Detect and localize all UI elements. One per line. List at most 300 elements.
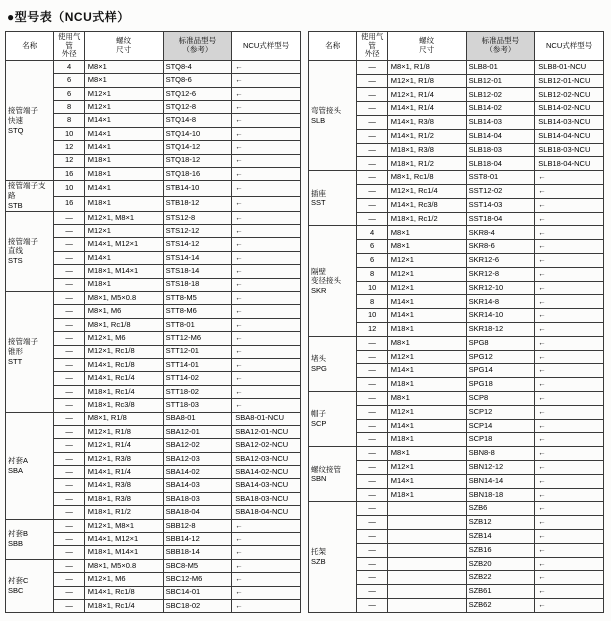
cell-tube-od: — bbox=[54, 291, 84, 304]
cell-tube-od: — bbox=[357, 336, 387, 350]
group-name-cell bbox=[6, 181, 54, 211]
cell-ncu-model: SBA18-04-NCU bbox=[232, 506, 301, 519]
cell-ncu-model: ← bbox=[535, 529, 604, 543]
cell-thread-size: M12×1 bbox=[387, 254, 466, 268]
cell-standard-model: STQ12-6 bbox=[163, 87, 232, 100]
cell-ncu-model: ← bbox=[232, 573, 301, 586]
text-line: 托架 bbox=[311, 547, 326, 557]
cell-ncu-model: ← bbox=[232, 278, 301, 291]
text-line: （参考） bbox=[182, 44, 213, 54]
cell-standard-model: SLB18-03 bbox=[466, 143, 535, 157]
cell-thread-size: M8×1 bbox=[387, 447, 466, 461]
cell-tube-od: — bbox=[357, 378, 387, 392]
text-line: 外径 bbox=[61, 49, 77, 59]
cell-thread-size: M18×1, M14×1 bbox=[84, 546, 163, 559]
cell-standard-model: SPG12 bbox=[466, 350, 535, 364]
cell-ncu-model: ← bbox=[535, 419, 604, 433]
cell-standard-model: SKR18-12 bbox=[466, 323, 535, 337]
cell-thread-size: M14×1, Rc1/8 bbox=[84, 586, 163, 599]
cell-tube-od: 10 bbox=[54, 127, 84, 140]
cell-tube-od: 4 bbox=[357, 226, 387, 240]
cell-thread-size: M18×1, M14×1 bbox=[84, 265, 163, 278]
cell-standard-model: STS14-12 bbox=[163, 238, 232, 251]
cell-ncu-model: SLB14-02-NCU bbox=[535, 102, 604, 116]
text-line: 变径接头 bbox=[311, 276, 341, 286]
text-line: 使用气管 bbox=[57, 32, 81, 50]
cell-tube-od: — bbox=[357, 157, 387, 171]
cell-standard-model: SST8-01 bbox=[466, 171, 535, 185]
cell-thread-size: M14×1 bbox=[84, 251, 163, 264]
cell-ncu-model: ← bbox=[232, 533, 301, 546]
cell-tube-od: — bbox=[54, 385, 84, 398]
column-header-thread-size bbox=[387, 32, 466, 61]
cell-thread-size: M14×1 bbox=[387, 419, 466, 433]
cell-tube-od: 8 bbox=[54, 101, 84, 114]
cell-ncu-model: ← bbox=[535, 212, 604, 226]
text-line: 弯管接头 bbox=[311, 105, 341, 115]
cell-thread-size: M12×1, M6 bbox=[84, 332, 163, 345]
cell-standard-model: SZB62 bbox=[466, 598, 535, 612]
cell-standard-model: STQ14-8 bbox=[163, 114, 232, 127]
table-row bbox=[6, 60, 301, 73]
cell-ncu-model: ← bbox=[232, 60, 301, 73]
cell-thread-size: M14×1, Rc1/4 bbox=[84, 372, 163, 385]
cell-tube-od: — bbox=[54, 265, 84, 278]
cell-thread-size: M14×1, R3/8 bbox=[387, 116, 466, 130]
cell-ncu-model: ← bbox=[535, 460, 604, 474]
cell-standard-model: SBC12-M6 bbox=[163, 573, 232, 586]
cell-standard-model: SST14-03 bbox=[466, 198, 535, 212]
cell-thread-size: M14×1, M12×1 bbox=[84, 238, 163, 251]
cell-standard-model: STT18-02 bbox=[163, 385, 232, 398]
cell-standard-model: SBC18-02 bbox=[163, 599, 232, 612]
group-name-cell bbox=[309, 447, 357, 502]
cell-tube-od: — bbox=[357, 502, 387, 516]
cell-standard-model: SKR14-10 bbox=[466, 309, 535, 323]
cell-tube-od: 6 bbox=[54, 87, 84, 100]
cell-thread-size: M8×1, Rc1/8 bbox=[387, 171, 466, 185]
cell-tube-od: 10 bbox=[357, 309, 387, 323]
text-line: 插座 bbox=[311, 188, 326, 198]
cell-tube-od: — bbox=[357, 60, 387, 74]
text-line: SCP bbox=[311, 419, 327, 429]
cell-ncu-model: ← bbox=[535, 281, 604, 295]
cell-thread-size: M18×1 bbox=[387, 323, 466, 337]
cell-thread-size: M12×1, R1/4 bbox=[84, 439, 163, 452]
text-line: 尺寸 bbox=[419, 44, 435, 54]
cell-thread-size bbox=[387, 585, 466, 599]
cell-standard-model: SKR12-8 bbox=[466, 267, 535, 281]
cell-tube-od: 8 bbox=[357, 295, 387, 309]
cell-standard-model: SKR12-10 bbox=[466, 281, 535, 295]
cell-ncu-model: ← bbox=[535, 185, 604, 199]
cell-tube-od: — bbox=[54, 546, 84, 559]
cell-thread-size: M14×1, R3/8 bbox=[84, 479, 163, 492]
cell-tube-od: 4 bbox=[54, 60, 84, 73]
text-line: 标准品型号 bbox=[178, 36, 217, 46]
cell-thread-size: M12×1 bbox=[387, 405, 466, 419]
cell-standard-model: SBA12-03 bbox=[163, 452, 232, 465]
cell-standard-model: STQ18-12 bbox=[163, 154, 232, 167]
cell-tube-od: — bbox=[54, 412, 84, 425]
cell-thread-size: M12×1, Rc1/4 bbox=[387, 185, 466, 199]
text-line: 帽子 bbox=[311, 409, 326, 419]
column-header-ncu-model bbox=[535, 32, 604, 61]
group-name-cell bbox=[6, 211, 54, 291]
cell-ncu-model: ← bbox=[232, 599, 301, 612]
cell-thread-size: M18×1, R1/2 bbox=[387, 157, 466, 171]
cell-thread-size: M18×1 bbox=[387, 378, 466, 392]
cell-tube-od: — bbox=[54, 533, 84, 546]
table-row bbox=[309, 447, 604, 461]
cell-tube-od: — bbox=[54, 439, 84, 452]
cell-ncu-model: ← bbox=[232, 385, 301, 398]
cell-standard-model: SST18-04 bbox=[466, 212, 535, 226]
cell-tube-od: — bbox=[54, 466, 84, 479]
cell-thread-size: M8×1, M6 bbox=[84, 305, 163, 318]
cell-ncu-model: SBA12-03-NCU bbox=[232, 452, 301, 465]
cell-thread-size: M14×1, Rc3/8 bbox=[387, 198, 466, 212]
cell-standard-model: SCP8 bbox=[466, 392, 535, 406]
cell-tube-od: 6 bbox=[357, 254, 387, 268]
cell-thread-size: M12×1, R1/8 bbox=[84, 425, 163, 438]
cell-ncu-model: ← bbox=[232, 345, 301, 358]
cell-ncu-model: SLB14-04-NCU bbox=[535, 129, 604, 143]
text-line: SPG bbox=[311, 363, 327, 373]
cell-thread-size: M8×1, Rc1/8 bbox=[84, 318, 163, 331]
cell-ncu-model: ← bbox=[232, 372, 301, 385]
text-line: NCU式样型号 bbox=[243, 40, 290, 50]
text-line: SBC bbox=[8, 586, 24, 596]
cell-standard-model: SZB6 bbox=[466, 502, 535, 516]
group-name-cell bbox=[6, 60, 54, 181]
cell-thread-size: M14×1 bbox=[387, 309, 466, 323]
cell-tube-od: — bbox=[54, 586, 84, 599]
cell-thread-size: M14×1 bbox=[84, 114, 163, 127]
cell-thread-size: M18×1 bbox=[387, 433, 466, 447]
cell-thread-size: M12×1 bbox=[387, 350, 466, 364]
cell-tube-od: — bbox=[357, 529, 387, 543]
cell-standard-model: SZB14 bbox=[466, 529, 535, 543]
cell-tube-od: — bbox=[54, 519, 84, 532]
cell-ncu-model: ← bbox=[232, 265, 301, 278]
cell-standard-model: STQ14-10 bbox=[163, 127, 232, 140]
cell-tube-od: 8 bbox=[357, 267, 387, 281]
cell-ncu-model: ← bbox=[232, 238, 301, 251]
cell-tube-od: 16 bbox=[54, 168, 84, 181]
cell-ncu-model: ← bbox=[232, 586, 301, 599]
cell-thread-size: M12×1, R1/8 bbox=[387, 74, 466, 88]
cell-ncu-model: ← bbox=[232, 358, 301, 371]
cell-thread-size: M18×1, R1/2 bbox=[84, 506, 163, 519]
cell-tube-od: 12 bbox=[357, 323, 387, 337]
cell-ncu-model: ← bbox=[535, 585, 604, 599]
group-name-cell bbox=[309, 502, 357, 612]
cell-thread-size: M12×1, Rc1/8 bbox=[84, 345, 163, 358]
cell-ncu-model: ← bbox=[535, 323, 604, 337]
cell-thread-size: M12×1 bbox=[84, 87, 163, 100]
cell-ncu-model: ← bbox=[535, 364, 604, 378]
cell-thread-size: M12×1, R1/4 bbox=[387, 88, 466, 102]
cell-standard-model: STS12-12 bbox=[163, 225, 232, 238]
table-row bbox=[309, 502, 604, 516]
cell-ncu-model: ← bbox=[535, 309, 604, 323]
text-line: SZB bbox=[311, 557, 326, 567]
column-header-standard-model bbox=[466, 32, 535, 61]
cell-ncu-model: ← bbox=[535, 336, 604, 350]
table-row bbox=[6, 412, 301, 425]
cell-standard-model: SBN18-18 bbox=[466, 488, 535, 502]
cell-thread-size: M8×1 bbox=[84, 74, 163, 87]
cell-ncu-model: ← bbox=[232, 399, 301, 412]
cell-standard-model: STQ8-4 bbox=[163, 60, 232, 73]
cell-thread-size: M14×1, R1/4 bbox=[387, 102, 466, 116]
cell-ncu-model: ← bbox=[232, 168, 301, 181]
cell-standard-model: SZB22 bbox=[466, 571, 535, 585]
cell-thread-size: M12×1 bbox=[387, 267, 466, 281]
cell-thread-size: M12×1, M8×1 bbox=[84, 211, 163, 224]
table-row bbox=[309, 60, 604, 74]
model-table-right bbox=[308, 31, 604, 613]
cell-tube-od: — bbox=[357, 116, 387, 130]
cell-ncu-model: ← bbox=[535, 171, 604, 185]
cell-standard-model: STQ12-8 bbox=[163, 101, 232, 114]
cell-tube-od: — bbox=[54, 506, 84, 519]
cell-thread-size: M14×1 bbox=[84, 141, 163, 154]
cell-ncu-model: ← bbox=[535, 226, 604, 240]
column-header-ncu-model bbox=[232, 32, 301, 61]
cell-standard-model: SLB12-01 bbox=[466, 74, 535, 88]
group-name-cell bbox=[6, 559, 54, 613]
cell-ncu-model: SBA14-02-NCU bbox=[232, 466, 301, 479]
cell-ncu-model: SLB18-04-NCU bbox=[535, 157, 604, 171]
cell-thread-size: M18×1, Rc1/2 bbox=[387, 212, 466, 226]
text-line: 标准品型号 bbox=[481, 36, 520, 46]
cell-ncu-model: ← bbox=[535, 474, 604, 488]
table-row bbox=[6, 211, 301, 224]
cell-standard-model: SBC8-M5 bbox=[163, 559, 232, 572]
cell-tube-od: — bbox=[54, 425, 84, 438]
cell-ncu-model: ← bbox=[535, 543, 604, 557]
cell-thread-size: M8×1, M5×0.8 bbox=[84, 291, 163, 304]
cell-ncu-model: ← bbox=[232, 291, 301, 304]
cell-standard-model: SLB14-04 bbox=[466, 129, 535, 143]
cell-tube-od: — bbox=[54, 225, 84, 238]
cell-tube-od: — bbox=[54, 599, 84, 612]
cell-tube-od: — bbox=[54, 358, 84, 371]
cell-ncu-model: ← bbox=[232, 114, 301, 127]
tables-container bbox=[5, 31, 606, 613]
cell-standard-model: SBA18-03 bbox=[163, 492, 232, 505]
text-line: SBA bbox=[8, 465, 24, 475]
table-row bbox=[309, 171, 604, 185]
cell-standard-model: SCP12 bbox=[466, 405, 535, 419]
text-line: 螺纹接管 bbox=[311, 464, 341, 474]
cell-thread-size: M8×1, R1/8 bbox=[84, 412, 163, 425]
cell-ncu-model: ← bbox=[232, 196, 301, 211]
cell-standard-model: STB14-10 bbox=[163, 181, 232, 196]
cell-tube-od: — bbox=[54, 479, 84, 492]
cell-thread-size: M14×1 bbox=[84, 127, 163, 140]
cell-ncu-model: SBA12-01-NCU bbox=[232, 425, 301, 438]
cell-thread-size: M12×1 bbox=[387, 460, 466, 474]
cell-tube-od: — bbox=[357, 585, 387, 599]
cell-ncu-model: ← bbox=[232, 87, 301, 100]
cell-standard-model: SKR14-8 bbox=[466, 295, 535, 309]
cell-tube-od: — bbox=[357, 433, 387, 447]
cell-tube-od: — bbox=[357, 419, 387, 433]
cell-thread-size: M12×1 bbox=[84, 101, 163, 114]
cell-tube-od: — bbox=[54, 211, 84, 224]
cell-thread-size bbox=[387, 543, 466, 557]
cell-tube-od: — bbox=[357, 129, 387, 143]
cell-tube-od: — bbox=[357, 74, 387, 88]
cell-tube-od: — bbox=[357, 488, 387, 502]
cell-standard-model: SBB14-12 bbox=[163, 533, 232, 546]
cell-tube-od: — bbox=[54, 452, 84, 465]
cell-thread-size: M18×1 bbox=[84, 154, 163, 167]
text-line: STT bbox=[8, 356, 23, 366]
cell-ncu-model: ← bbox=[535, 254, 604, 268]
cell-ncu-model: ← bbox=[535, 433, 604, 447]
cell-tube-od: — bbox=[54, 345, 84, 358]
cell-ncu-model: ← bbox=[232, 519, 301, 532]
cell-ncu-model: ← bbox=[535, 405, 604, 419]
cell-standard-model: SZB61 bbox=[466, 585, 535, 599]
cell-ncu-model: SLB8-01-NCU bbox=[535, 60, 604, 74]
cell-standard-model: SBA14-03 bbox=[163, 479, 232, 492]
cell-thread-size: M8×1 bbox=[387, 226, 466, 240]
cell-tube-od: — bbox=[54, 332, 84, 345]
text-line: 快速 bbox=[8, 115, 23, 125]
cell-standard-model: SBA18-04 bbox=[163, 506, 232, 519]
cell-tube-od: 8 bbox=[54, 114, 84, 127]
page-title: ●型号表（NCU式样） bbox=[7, 10, 130, 24]
cell-standard-model: SBB18-14 bbox=[163, 546, 232, 559]
cell-tube-od: — bbox=[54, 305, 84, 318]
cell-standard-model: STT12-01 bbox=[163, 345, 232, 358]
cell-thread-size bbox=[387, 571, 466, 585]
text-line: 尺寸 bbox=[116, 44, 132, 54]
cell-standard-model: SBC14-01 bbox=[163, 586, 232, 599]
cell-standard-model: SPG8 bbox=[466, 336, 535, 350]
cell-tube-od: — bbox=[357, 198, 387, 212]
cell-ncu-model: ← bbox=[232, 251, 301, 264]
group-name-cell bbox=[309, 60, 357, 170]
cell-thread-size: M18×1 bbox=[84, 168, 163, 181]
cell-tube-od: — bbox=[357, 102, 387, 116]
text-line: 使用气管 bbox=[360, 32, 384, 50]
cell-standard-model: SLB14-02 bbox=[466, 102, 535, 116]
cell-tube-od: — bbox=[357, 557, 387, 571]
text-line: STQ bbox=[8, 125, 24, 135]
cell-tube-od: — bbox=[54, 238, 84, 251]
cell-standard-model: STQ18-16 bbox=[163, 168, 232, 181]
cell-tube-od: — bbox=[54, 251, 84, 264]
text-line: SBN bbox=[311, 474, 327, 484]
group-name-cell bbox=[309, 171, 357, 226]
cell-ncu-model: ← bbox=[232, 101, 301, 114]
cell-standard-model: SBA14-02 bbox=[163, 466, 232, 479]
text-line: 螺纹 bbox=[419, 36, 435, 46]
cell-standard-model: STT14-02 bbox=[163, 372, 232, 385]
cell-thread-size: M8×1, M5×0.8 bbox=[84, 559, 163, 572]
cell-standard-model: SKR8-6 bbox=[466, 240, 535, 254]
cell-tube-od: — bbox=[357, 364, 387, 378]
column-header-standard-model bbox=[163, 32, 232, 61]
group-name-cell bbox=[6, 519, 54, 559]
cell-ncu-model: ← bbox=[232, 127, 301, 140]
text-line: SBB bbox=[8, 539, 24, 549]
cell-standard-model: STS18-14 bbox=[163, 265, 232, 278]
column-header-tube-od bbox=[357, 32, 387, 61]
cell-thread-size: M18×1, R3/8 bbox=[387, 143, 466, 157]
cell-standard-model: SLB18-04 bbox=[466, 157, 535, 171]
cell-standard-model: SBN8-8 bbox=[466, 447, 535, 461]
cell-ncu-model: SBA12-02-NCU bbox=[232, 439, 301, 452]
cell-thread-size: M12×1 bbox=[387, 281, 466, 295]
cell-tube-od: 6 bbox=[54, 74, 84, 87]
cell-ncu-model: ← bbox=[232, 181, 301, 196]
cell-tube-od: — bbox=[357, 350, 387, 364]
cell-thread-size: M12×1, R3/8 bbox=[84, 452, 163, 465]
cell-standard-model: SPG14 bbox=[466, 364, 535, 378]
cell-thread-size bbox=[387, 516, 466, 530]
text-line: 直线 bbox=[8, 246, 23, 256]
cell-tube-od: — bbox=[357, 447, 387, 461]
cell-standard-model: STQ14-12 bbox=[163, 141, 232, 154]
cell-ncu-model: ← bbox=[535, 295, 604, 309]
table-row bbox=[309, 226, 604, 240]
cell-ncu-model: SBA8-01-NCU bbox=[232, 412, 301, 425]
cell-ncu-model: ← bbox=[535, 502, 604, 516]
cell-standard-model: STS14-14 bbox=[163, 251, 232, 264]
text-line: SLB bbox=[311, 115, 326, 125]
text-line: SST bbox=[311, 198, 326, 208]
cell-tube-od: — bbox=[54, 278, 84, 291]
cell-thread-size: M18×1 bbox=[84, 196, 163, 211]
table-row bbox=[6, 519, 301, 532]
text-line: 接管端子 bbox=[8, 106, 38, 115]
cell-thread-size: M14×1 bbox=[387, 295, 466, 309]
column-header-tube-od bbox=[54, 32, 84, 61]
text-line: 名称 bbox=[325, 40, 341, 50]
cell-thread-size: M12×1, M8×1 bbox=[84, 519, 163, 532]
cell-standard-model: STT8-M6 bbox=[163, 305, 232, 318]
cell-standard-model: SPG18 bbox=[466, 378, 535, 392]
text-line: NCU式样型号 bbox=[546, 40, 593, 50]
cell-standard-model: SLB14-03 bbox=[466, 116, 535, 130]
cell-standard-model: SCP14 bbox=[466, 419, 535, 433]
cell-ncu-model: ← bbox=[232, 154, 301, 167]
cell-thread-size: M18×1, Rc1/4 bbox=[84, 385, 163, 398]
cell-ncu-model: SLB12-02-NCU bbox=[535, 88, 604, 102]
cell-tube-od: — bbox=[357, 598, 387, 612]
cell-tube-od: — bbox=[357, 571, 387, 585]
cell-thread-size: M12×1 bbox=[84, 225, 163, 238]
cell-thread-size: M14×1, R1/4 bbox=[84, 466, 163, 479]
cell-tube-od: 6 bbox=[357, 240, 387, 254]
cell-ncu-model: ← bbox=[535, 488, 604, 502]
cell-standard-model: SCP18 bbox=[466, 433, 535, 447]
group-name-cell bbox=[309, 226, 357, 336]
cell-standard-model: SBA12-01 bbox=[163, 425, 232, 438]
cell-standard-model: SKR8-4 bbox=[466, 226, 535, 240]
text-line: STB bbox=[8, 200, 23, 210]
cell-thread-size: M12×1, M6 bbox=[84, 573, 163, 586]
cell-thread-size: M18×1 bbox=[387, 488, 466, 502]
cell-standard-model: SKR12-6 bbox=[466, 254, 535, 268]
